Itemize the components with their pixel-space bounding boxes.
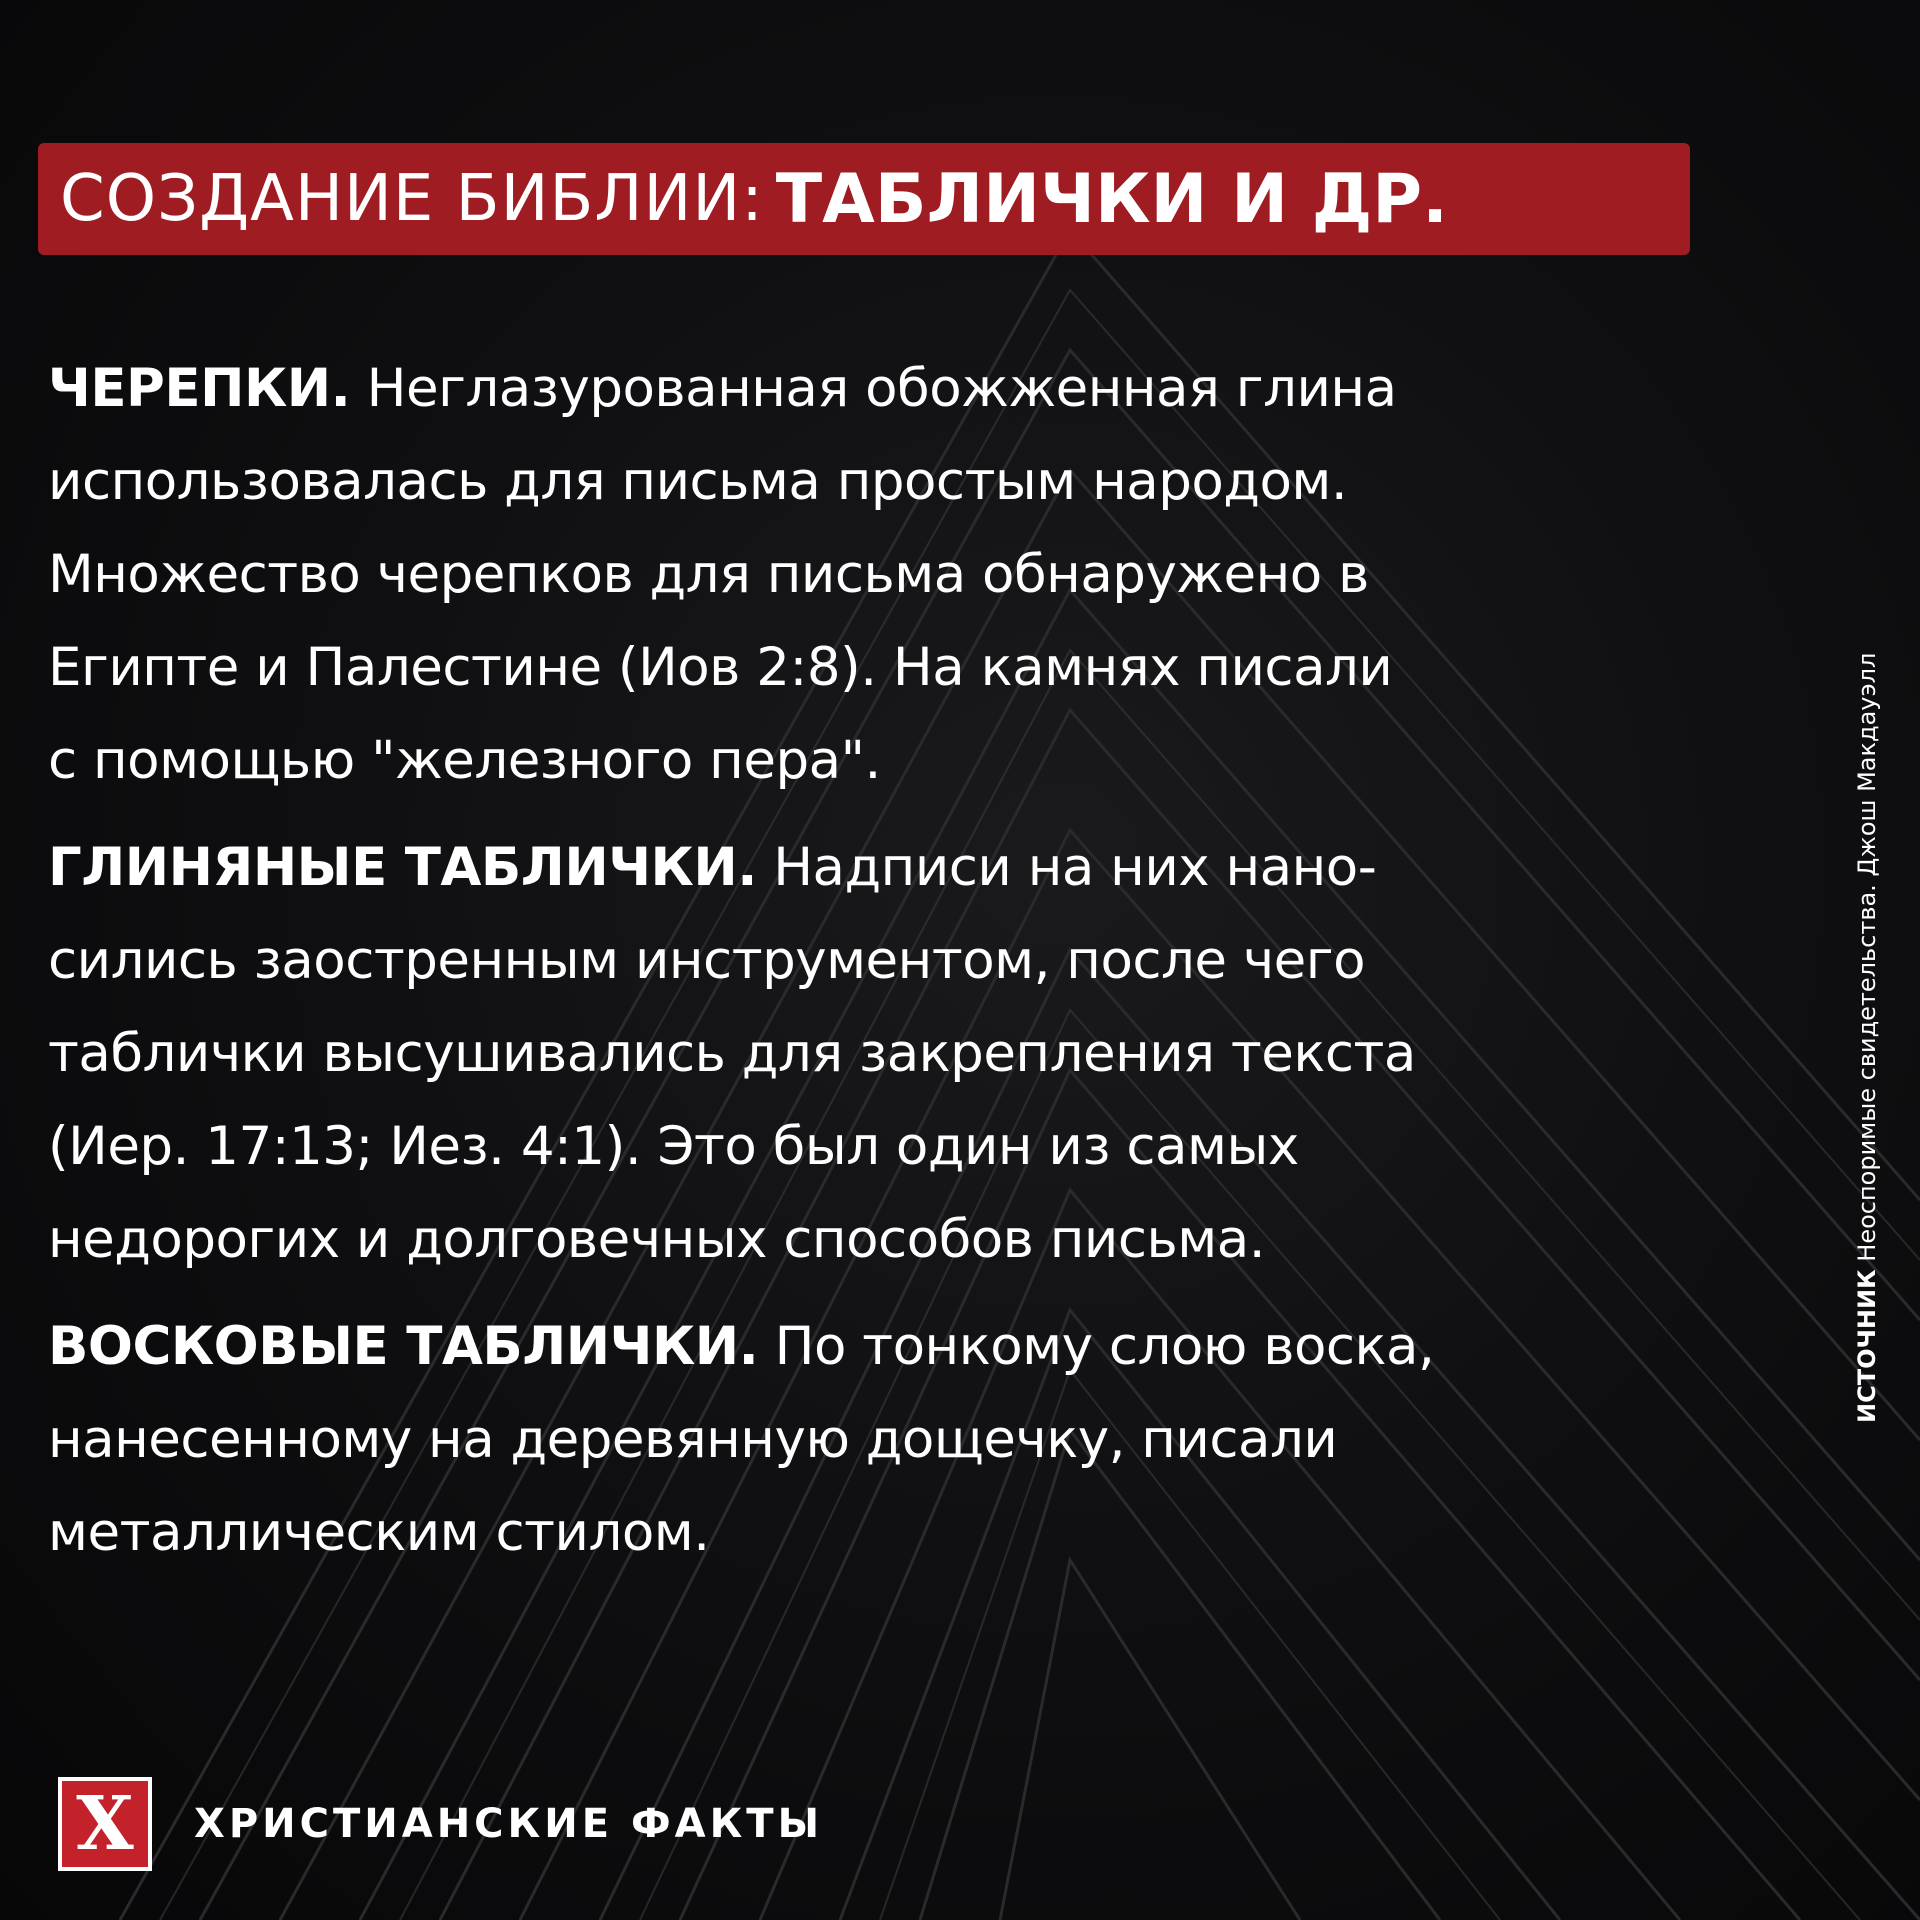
section-text: Неглазурованная обожженная глина использовалась для письма простым народом. Множество черепков для письма обнаружено в Египте и Палестине (Иов 2:8). На камнях писали с помощью "железного пера".: [48, 358, 1397, 791]
section-heading: ГЛИНЯНЫЕ ТАБЛИЧКИ.: [48, 837, 757, 898]
section-heading: ВОСКОВЫЕ ТАБЛИЧКИ.: [48, 1316, 759, 1377]
section-sherds: [48, 342, 1768, 807]
section-wax-tablets: [48, 1300, 1768, 1579]
title-banner: [38, 143, 1690, 255]
section-heading: ЧЕРЕПКИ.: [48, 358, 351, 419]
section-text: По тонкому слою воска, нанесенному на деревянную дощечку, писали металлическим стилом.: [48, 1316, 1435, 1563]
brand-name: ХРИСТИАНСКИЕ ФАКТЫ: [194, 1801, 824, 1847]
title-prefix: СОЗДАНИЕ БИБЛИИ:: [60, 162, 764, 236]
source-label: ИСТОЧНИК: [1853, 1269, 1881, 1423]
body-text: [48, 342, 1768, 1593]
source-credit: [1853, 653, 1881, 1423]
section-text: Надписи на них нано- сились заостренным инструментом, после чего таблички высушивались для закрепления текста (Иер. 17:13; Иез. 4:1). Это был один из самых недорогих и долговечных способов письма.: [48, 837, 1416, 1270]
title-main: ТАБЛИЧКИ И ДР.: [775, 159, 1448, 239]
source-text: Неоспоримые свидетельства. Джош Макдауэлл: [1853, 652, 1881, 1270]
footer: [58, 1777, 823, 1871]
brand-logo: [58, 1777, 152, 1871]
section-clay-tablets: [48, 821, 1768, 1286]
logo-letter: Х: [76, 1781, 134, 1867]
